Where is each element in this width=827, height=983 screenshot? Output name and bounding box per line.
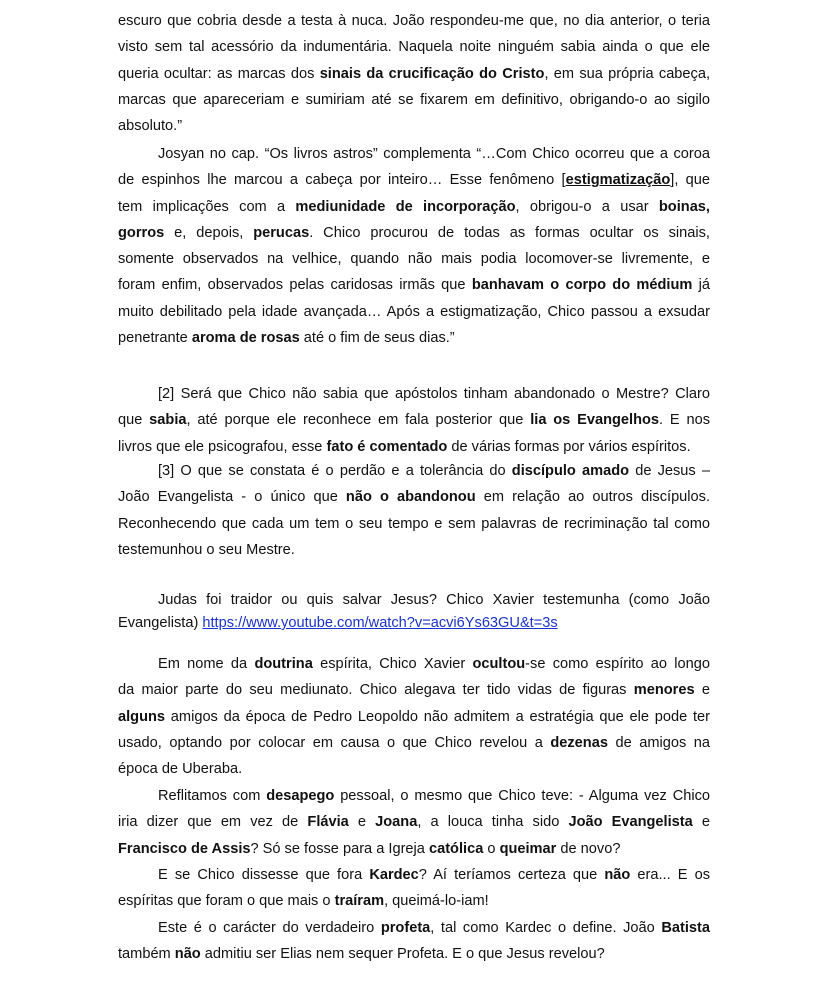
text-run: Evangelista) [118,615,203,631]
bold-text: não [174,946,201,963]
text-line [118,325,710,351]
bold-text: queimar [499,840,557,857]
text-line [118,941,710,967]
bold-text: Flávia [307,814,349,831]
text-line [118,167,710,193]
text-line [118,113,710,139]
bold-text: ocultou [472,656,526,672]
text-run: somente observados na velhice, quando não mais podia locomover-se livremente, e [118,251,710,268]
text-run: visto sem tal acessório da indumentária. Naquela noite ninguém sabia ainda o que ele [118,39,710,56]
text-line [118,862,710,888]
text-run: ? Só se fosse para a Igreja [250,840,429,857]
text-line [118,61,710,87]
text-run: , a louca tinha sido [417,814,569,831]
text-run: Em nome da [158,656,255,672]
text-line [118,458,710,484]
text-run: espíritas que foram o que mais o [118,893,335,910]
text-run: livros que ele psicografou, esse [118,438,327,455]
text-line [118,756,710,782]
bold-text: não o abandonou [345,489,476,506]
text-run: em relação ao outros discípulos. [475,489,711,506]
bold-text: mediunidade de incorporação [295,198,516,215]
text-run: iria dizer que em vez de [118,814,308,831]
text-run: foram enfim, observados pelas caridosas irmãs que [118,277,472,294]
text-run: e [692,814,711,831]
text-run: admitiu ser Elias nem sequer Profeta. E o que Jesus revelou? [200,946,605,963]
text-run: ? Aí teríamos certeza que [418,867,605,883]
text-run: espírita, Chico Xavier [312,656,473,672]
text-run: o [483,840,500,857]
text-run: João Evangelista - o único que [118,489,346,506]
bold-text: não [604,867,631,883]
bold-text: dezenas [550,734,608,751]
text-run: já [692,277,710,294]
text-run: era... E os [630,867,711,883]
text-run: E se Chico dissesse que fora [158,867,370,883]
bold-text: alguns [118,708,166,725]
text-line [118,783,710,809]
text-line [118,589,710,612]
text-run: de espinhos lhe marcou a cabeça por inteiro… Esse fenômeno [ [118,172,566,189]
text-run: escuro que cobria desde a testa à nuca. João respondeu-me que, no dia anterior, o teria [118,13,710,29]
bold-text: estigmatização [565,172,671,189]
text-line [118,730,710,756]
bold-text: doutrina [254,656,313,672]
text-line [118,407,710,433]
text-run: [2] Será que Chico não sabia que apóstolos tinham abandonado o Mestre? Claro [158,386,710,402]
text-run: Reflitamos com [158,788,267,804]
text-run: testemunhou o seu Mestre. [118,541,295,558]
text-run: muito debilitado pela idade avançada… Após a estigmatização, Chico passou a exsudar [118,303,710,320]
text-line [118,272,710,298]
text-line [118,220,710,246]
paragraph-footnote-2 [118,381,710,460]
bold-text: aroma de rosas [191,330,300,347]
text-run: e [348,814,376,831]
text-run: Josyan no cap. “Os livros astros” complementa “…Com Chico ocorreu que a coroa [158,146,710,162]
text-run: que [118,412,150,429]
paragraph-josyan-quote [118,141,710,351]
text-run: pessoal, o mesmo que Chico teve: - Alguma vez Chico [334,788,711,804]
paragraph-prophet [118,915,710,968]
text-run: , em sua própria cabeça, [544,65,711,82]
text-run: e [694,682,711,699]
bold-text: Kardec [369,867,419,883]
youtube-link[interactable]: https://www.youtube.com/watch?v=acvi6Ys63GU&t=3s [202,615,558,631]
text-run: , obrigou-o a usar [515,198,659,215]
text-line [118,511,710,537]
text-line [118,612,710,635]
bold-text: banhavam o corpo do médium [471,277,693,294]
bold-text: gorros [118,224,165,241]
text-run: Judas foi traidor ou quis salvar Jesus? Chico Xavier testemunha (como João [158,592,710,608]
bold-text: traíram [334,893,385,910]
bold-text: menores [633,682,695,699]
text-run: de amigos na [607,734,710,751]
text-line [118,34,710,60]
text-line [118,677,710,703]
text-run: de várias formas por vários espíritos. [447,438,691,455]
paragraph-judas-video [118,589,710,635]
text-run: . E nos [659,412,710,429]
text-run: usado, optando por colocar em causa o que Chico revelou a [118,734,551,751]
bold-text: boinas, [658,198,710,215]
text-line [118,299,710,325]
bold-text: católica [428,840,484,857]
text-line [118,888,710,914]
text-line [118,651,710,677]
bold-text: Batista [661,920,711,936]
text-run: de Jesus – [629,463,710,479]
paragraph-crucifixion-signs [118,8,710,139]
text-line [118,8,710,34]
text-run: da maior parte do seu mediunato. Chico alegava ter tido vidas de figuras [118,682,634,699]
text-line [118,809,710,835]
text-line [118,194,710,220]
text-run: absoluto.” [118,118,183,135]
bold-text: sinais da crucificação do Cristo [319,65,545,82]
text-run: [3] O que se constata é o perdão e a tolerância do [158,463,512,479]
text-run: Este é o carácter do verdadeiro [158,920,381,936]
paragraph-footnote-3 [118,458,710,563]
text-run: marcas que apareceriam e sumiriam até se fixarem em definitivo, obrigando-o ao sigilo [118,91,710,108]
text-run: tem implicações com a [118,198,296,215]
bold-text: Francisco de Assis [118,840,251,857]
bold-text: fato é comentado [326,438,448,455]
text-run: , tal como Kardec o define. João [430,920,662,936]
text-line [118,434,710,460]
text-line [118,836,710,862]
text-run: Reconhecendo que cada um tem o seu tempo e sem palavras de recriminação tal como [118,515,710,532]
text-line [118,915,710,941]
text-line [118,381,710,407]
text-line [118,246,710,272]
text-run: de novo? [556,840,621,857]
text-run: . Chico procurou de todas as formas ocultar os sinais, [309,224,710,241]
text-line [118,537,710,563]
text-run: época de Uberaba. [118,761,243,778]
bold-text: desapego [266,788,335,804]
text-line [118,484,710,510]
bold-text: João Evangelista [568,814,693,831]
text-run: queria ocultar: as marcas dos [118,65,320,82]
text-run: , até porque ele reconhece em fala posterior que [186,412,531,429]
text-run: e, depois, [164,224,254,241]
text-run: até o fim de seus dias.” [299,330,455,347]
bold-text: Joana [375,814,418,831]
paragraph-detachment [118,783,710,862]
bold-text: sabia [149,412,187,429]
paragraph-doctrine [118,651,710,782]
text-line [118,87,710,113]
bold-text: perucas [253,224,310,241]
text-run: -se como espírito ao longo [525,656,710,672]
bold-text: discípulo amado [511,463,630,479]
bold-text: lia os Evangelhos [530,412,660,429]
bold-text: profeta [380,920,431,936]
text-run: penetrante [118,330,192,347]
paragraph-kardec [118,862,710,915]
text-run: ], que [670,172,711,189]
text-line [118,141,710,167]
text-line [118,704,710,730]
text-run: também [118,946,175,963]
text-run: amigos da época de Pedro Leopoldo não admitem a estratégia que ele pode ter [165,708,710,725]
text-run: , queimá-lo-iam! [384,893,489,910]
